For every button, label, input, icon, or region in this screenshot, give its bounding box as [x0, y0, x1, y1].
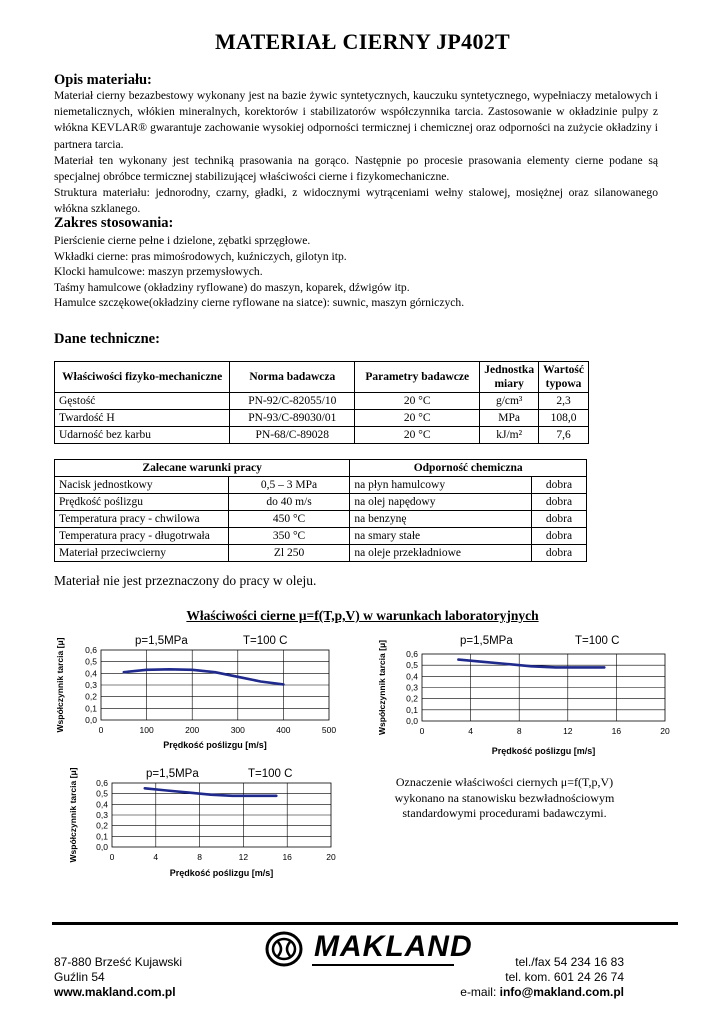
email-label: e-mail: [460, 985, 500, 999]
table-header: Właściwości fizyko-mechaniczne [55, 362, 230, 393]
x-tick-label: 16 [282, 852, 292, 862]
table-header: Wartość typowa [539, 362, 589, 393]
data-point [482, 661, 484, 663]
data-point [579, 667, 581, 669]
table-cell: 7,6 [539, 427, 589, 444]
table-header: Zalecane warunki pracy [55, 460, 350, 477]
footer-address [54, 955, 182, 1000]
table-cell: PN-92/C-82055/10 [230, 393, 355, 410]
footer-divider [52, 922, 678, 925]
x-tick-label: 16 [611, 726, 622, 736]
y-tick-label: 0,2 [406, 693, 418, 704]
table-cell: kJ/m² [480, 427, 539, 444]
x-axis-label: Prędkość poślizgu [m/s] [169, 868, 274, 878]
table-cell: g/cm³ [480, 393, 539, 410]
table-cell: dobra [532, 528, 587, 545]
table-cell: na smary stałe [350, 528, 532, 545]
y-tick-label: 0,3 [406, 682, 418, 693]
data-point [166, 790, 168, 792]
table-row [55, 393, 589, 410]
table-cell: Prędkość poślizgu [55, 494, 229, 511]
x-tick-label: 200 [185, 725, 200, 735]
x-tick-label: 4 [153, 852, 159, 862]
x-tick-label: 12 [563, 726, 573, 736]
y-tick-label: 0,1 [96, 831, 108, 842]
list-item: Wkładki cierne: pras mimośrodowych, kuźniczych, gilotyn itp. [54, 249, 347, 263]
table-cell: Materiał przeciwcierny [55, 545, 229, 562]
x-tick-label: 0 [109, 852, 115, 862]
zakres-heading: Zakres stosowania: [54, 215, 174, 231]
y-tick-label: 0,5 [96, 788, 108, 799]
dane-heading: Dane techniczne: [54, 331, 160, 347]
data-point [530, 665, 532, 667]
makland-logo-icon [264, 931, 304, 967]
table-cell: Udarność bez karbu [55, 427, 230, 444]
table-header: Jednostka miary [480, 362, 539, 393]
makland-logo-text: MAKLAND [314, 930, 473, 963]
series-line [124, 669, 284, 684]
table-cell: Zl 250 [228, 545, 350, 562]
x-tick-label: 100 [139, 725, 154, 735]
list-item: Klocki hamulcowe: maszyn przemysłowych. [54, 265, 263, 279]
y-tick-label: 0,3 [85, 680, 97, 690]
opis-text [54, 88, 658, 218]
data-point [210, 794, 212, 796]
table-cell: 0,5 – 3 MPa [228, 477, 350, 494]
data-point [214, 671, 216, 673]
y-tick-label: 0,4 [85, 668, 97, 679]
data-point [191, 669, 193, 671]
x-tick-label: 8 [197, 852, 202, 862]
table-cell: PN-93/C-89030/01 [230, 410, 355, 427]
footer-phone: tel./fax 54 234 16 83 [515, 955, 624, 969]
x-tick-label: 0 [98, 725, 104, 735]
y-tick-label: 0,6 [406, 649, 418, 659]
y-axis-label: Współczynnik tarcia [μ] [55, 637, 65, 733]
y-tick-label: 0,0 [406, 716, 418, 726]
x-tick-label: 20 [326, 852, 336, 862]
y-tick-label: 0,0 [85, 715, 97, 725]
table-header-row [55, 460, 587, 477]
table-row [55, 511, 587, 528]
footer-email [454, 985, 624, 1000]
table-header: Norma badawcza [230, 362, 355, 393]
table-cell: 20 °C [355, 393, 480, 410]
table-cell: dobra [532, 545, 587, 562]
table-header: Parametry badawcze [355, 362, 480, 393]
table-cell: Nacisk jednostkowy [55, 477, 229, 494]
data-point [123, 671, 125, 673]
x-tick-label: 500 [321, 725, 337, 735]
y-tick-label: 0,0 [96, 842, 108, 852]
table-cell: 2,3 [539, 393, 589, 410]
x-tick-label: 20 [660, 726, 670, 736]
table-row [55, 410, 589, 427]
charts-title [0, 608, 725, 624]
table-cell: MPa [480, 410, 539, 427]
table-cell: na płyn hamulcowy [350, 477, 532, 494]
pressure-label: p=1,5MPa [460, 635, 513, 647]
table-header-row [55, 362, 589, 393]
table-row [55, 427, 589, 444]
opis-paragraph: Materiał cierny bezazbestowy wykonany jest na bazie żywic syntetycznych, kauczuku syntetycznego, wypełniaczy metalowych i niemetalicznych, włókien mineralnych, korektorów i stabilizatorów współczynnika tarcia. Zastosowanie w okładzinie pulpy z włókna KEVLAR® gwarantuje zachowanie wysokiej odporności termicznej i chemicznej oraz odporności na zużycie okładziny i partnera tarcia. [54, 89, 658, 151]
pressure-label: p=1,5MPa [135, 635, 188, 647]
x-axis-label: Prędkość poślizgu [m/s] [491, 746, 596, 756]
y-tick-label: 0,2 [96, 820, 108, 831]
opis-heading: Opis materiału: [54, 72, 152, 88]
data-point [458, 659, 460, 661]
data-point [603, 667, 605, 669]
data-point [144, 787, 146, 789]
y-tick-label: 0,4 [96, 799, 108, 810]
data-point [146, 669, 148, 671]
y-tick-label: 0,6 [85, 645, 97, 655]
data-point [253, 795, 255, 797]
table-cell: 450 °C [228, 511, 350, 528]
footer-mobile: tel. kom. 601 24 26 74 [505, 970, 624, 984]
table-cell: Temperatura pracy - długotrwała [55, 528, 229, 545]
x-tick-label: 12 [238, 852, 249, 862]
footer-address-line: Guźlin 54 [54, 970, 105, 984]
chart-friction-1 [55, 630, 345, 755]
table-cell: dobra [532, 477, 587, 494]
y-axis-label: Współczynnik tarcia [μ] [68, 767, 78, 863]
chart-friction-2 [377, 632, 672, 757]
table-row [55, 477, 587, 494]
list-item: Hamulce szczękowe(okładziny cierne ryflowane na siatce): suwnic, maszyn górniczych. [54, 296, 465, 310]
oil-note: Materiał nie jest przeznaczony do pracy w oleju. [54, 573, 317, 588]
y-tick-label: 0,6 [96, 778, 108, 788]
table-header: Odporność chemiczna [350, 460, 587, 477]
table-cell: na benzynę [350, 511, 532, 528]
data-point [555, 667, 557, 669]
website-link[interactable]: www.makland.com.pl [54, 985, 176, 999]
table-cell: na olej napędowy [350, 494, 532, 511]
y-tick-label: 0,1 [406, 704, 418, 715]
y-axis-label: Współczynnik tarcia [μ] [377, 640, 387, 735]
x-tick-label: 300 [230, 725, 245, 735]
y-tick-label: 0,5 [85, 656, 97, 667]
technical-data-table [54, 361, 589, 444]
table-cell: do 40 m/s [228, 494, 350, 511]
charts-title-text: Właściwości cierne μ=f(T,p,V) w warunkach laboratoryjnych [186, 608, 539, 623]
opis-paragraph: Materiał ten wykonany jest techniką prasowania na gorąco. Następnie po procesie prasowania elementy cierne podane są specjalnej obróbce termicznej stabilizującej właściwości cierne i fizykomechaniczne. [54, 153, 658, 184]
data-point [275, 795, 277, 797]
page-title: MATERIAŁ CIERNY JP402T [214, 29, 511, 54]
table-cell: 350 °C [228, 528, 350, 545]
y-tick-label: 0,1 [85, 703, 97, 714]
list-item: Pierścienie cierne pełne i dzielone, zębatki sprzęgłowe. [54, 234, 311, 247]
temperature-label: T=100 C [243, 635, 288, 647]
data-point [237, 676, 239, 678]
table-cell: 20 °C [355, 427, 480, 444]
x-tick-label: 400 [276, 725, 291, 735]
table-cell: 108,0 [539, 410, 589, 427]
table-cell: na oleje przekładniowe [350, 545, 532, 562]
y-tick-label: 0,2 [85, 691, 97, 702]
y-tick-label: 0,4 [406, 671, 418, 682]
table-cell: dobra [532, 511, 587, 528]
data-point [260, 681, 262, 683]
temperature-label: T=100 C [248, 768, 293, 780]
table-row [55, 545, 587, 562]
zakres-list [54, 233, 674, 311]
y-tick-label: 0,5 [406, 660, 418, 671]
table-cell: dobra [532, 494, 587, 511]
data-point [188, 792, 190, 794]
y-tick-label: 0,3 [96, 810, 108, 820]
table-row [55, 528, 587, 545]
x-tick-label: 0 [419, 726, 425, 736]
data-point [169, 668, 171, 670]
data-point [506, 663, 508, 665]
table-cell: Temperatura pracy - chwilowa [55, 511, 229, 528]
logo-underline [312, 964, 454, 966]
table-cell: PN-68/C-89028 [230, 427, 355, 444]
table-cell: Twardość H [55, 410, 230, 427]
data-point [283, 684, 285, 686]
temperature-label: T=100 C [575, 635, 620, 647]
table-cell: 20 °C [355, 410, 480, 427]
x-axis-label: Prędkość poślizgu [m/s] [163, 740, 267, 750]
table-row [55, 494, 587, 511]
chart-friction-3 [68, 765, 338, 885]
chart-description: Oznaczenie właściwości ciernych μ=f(T,p,V) wykonano na stanowisku bezwładnościowym standardowymi procedurami badawczymi. [394, 775, 615, 820]
list-item: Taśmy hamulcowe (okładziny ryflowane) do maszyn, koparek, dźwigów itp. [54, 280, 410, 294]
x-tick-label: 8 [516, 726, 522, 736]
pressure-label: p=1,5MPa [146, 768, 199, 780]
footer-contact [454, 955, 624, 1000]
table-cell: Gęstość [55, 393, 230, 410]
working-conditions-table [54, 459, 587, 562]
email-link[interactable]: info@makland.com.pl [499, 985, 624, 999]
data-point [232, 795, 234, 797]
x-tick-label: 4 [468, 726, 473, 736]
opis-paragraph: Struktura materiału: jednorodny, czarny, gładki, z widocznymi wytrąceniami wełny stalowej, mosiężnej oraz silanowanego włókna szklanego. [54, 186, 658, 216]
footer-address-line: 87-880 Brześć Kujawski [54, 955, 183, 969]
